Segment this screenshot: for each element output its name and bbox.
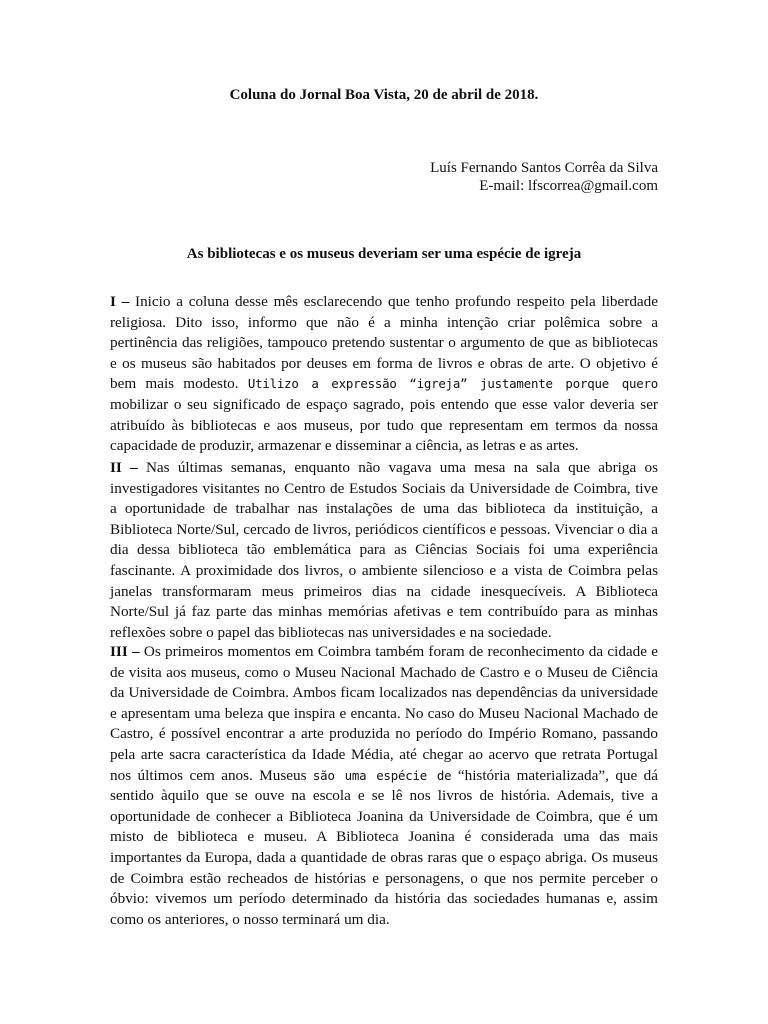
article-title: As bibliotecas e os museus deveriam ser uma espécie de igreja xyxy=(186,246,582,262)
section-text: Nas últimas semanas, enquanto não vagava uma mesa na sala que abriga os investigadores visitantes no Centro de Estudos Sociais da Universidade de Coimbra, tive a oportunidade de trabalhar nas instalações de uma das biblioteca da instituição, a Biblioteca Norte/Sul, cercado de livros, periódicos científicos e pessoas. Vivenciar o dia a dia dessa biblioteca tão emblemática para as Ciências Sociais foi uma experiência fascinante. A proximidade dos livros, o ambiente silencioso e a vista de Coimbra pelas janelas transformaram meus primeiros dias na cidade inesquecíveis. A Biblioteca Norte/Sul já faz parte das minhas memórias afetivas e tem contribuído para as minhas reflexões sobre o papel das bibliotecas nas universidades e na sociedade. xyxy=(110,459,658,641)
section-number: III – xyxy=(110,643,140,660)
section-3 xyxy=(110,642,658,930)
section-1 xyxy=(110,292,658,457)
section-text: “história materializada”, que dá sentido àquilo que se ouve na escola e se lê nos livros de história. Ademais, tive a oportunidade de conhecer a Biblioteca Joanina da Universidade de Coimbra, que é um misto de biblioteca e museu. A Biblioteca Joanina é considerada uma das mais importantes da Europa, dada a quantidade de obras raras que o espaço abriga. Os museus de Coimbra estão recheados de histórias e personagens, o que nos permite perceber o óbvio: vivemos um período determinado da história das sociedades humanas e, assim como os anteriores, o nosso terminará um dia. xyxy=(110,766,658,928)
section-number: I – xyxy=(110,293,130,310)
section-2 xyxy=(110,458,658,643)
section-text-alt-font: são uma espécie de xyxy=(312,767,452,783)
section-text: Os primeiros momentos em Coimbra também foram de reconhecimento da cidade e de visita aos museus, como o Museu Nacional Machado de Castro e o Museu de Ciência da Universidade de Coimbra. Ambos ficam localizados nas dependências da universidade e apresentam uma beleza que inspira e encanta. No caso do Museu Nacional Machado de Castro, é possível encontrar a arte produzida no período do Império Romano, passando pela arte sacra característica da Idade Média, até chegar ao acervo que retrata Portugal nos últimos cem anos. Museus xyxy=(110,643,658,784)
section-number: II – xyxy=(110,459,138,476)
author-name: Luís Fernando Santos Corrêa da Silva xyxy=(430,160,658,176)
section-text-alt-font: Utilizo a expressão “igreja” justamente porque quero xyxy=(247,376,658,392)
column-header: Coluna do Jornal Boa Vista, 20 de abril de 2018. xyxy=(229,87,539,103)
section-text: Inicio a coluna desse mês esclarecendo que tenho profundo respeito pela liberdade religiosa. Dito isso, informo que não é a minha intenção criar polêmica sobre a pertinência das religiões, tampouco pretendo sustentar o argumento de que as bibliotecas e os museus são habitados por deuses em forma de livros e obras de arte. O objetivo é bem mais modesto. xyxy=(110,293,658,393)
section-text: mobilizar o seu significado de espaço sagrado, pois entendo que esse valor deveria ser atribuído às bibliotecas e aos museus, por tudo que representam em termos da nossa capacidade de produzir, armazenar e disseminar a ciência, as letras e as artes. xyxy=(110,395,658,455)
author-block xyxy=(430,159,658,195)
author-email: E-mail: lfscorrea@gmail.com xyxy=(479,178,658,194)
